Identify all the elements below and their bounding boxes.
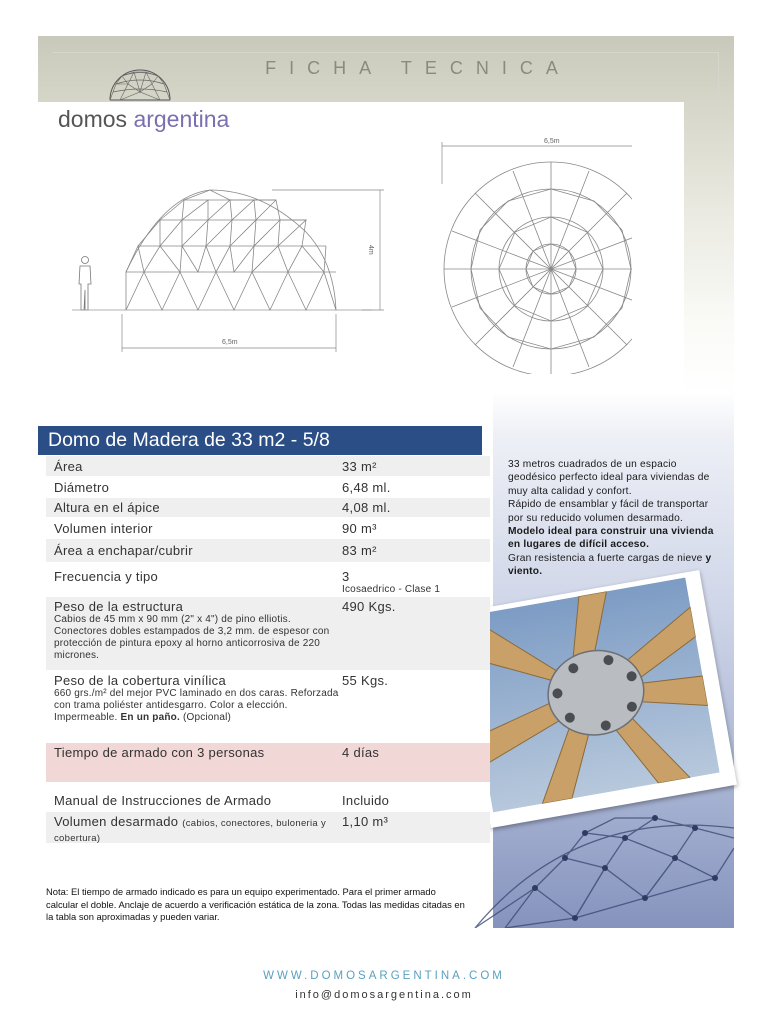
spec-row-structure xyxy=(46,597,490,671)
footnote: Nota: El tiempo de armado indicado es para un equipo experimentado. Para el primer armado calcular el doble. Anclaje de acuerdo a verificación estática de la zona. Todas las medidas citadas en la tabla son aproximadas y pueden variar. xyxy=(46,886,465,922)
product-title: Domo de Madera de 33 m2 - 5/8 xyxy=(38,426,482,455)
spec-row-cover-area xyxy=(46,539,490,563)
spec-label: Diámetro xyxy=(54,480,110,495)
dome-top-view xyxy=(444,162,632,374)
spec-value: 55 Kgs. xyxy=(342,673,389,688)
spec-value: 4 días xyxy=(342,745,380,760)
spec-value: 490 Kgs. xyxy=(342,599,396,614)
spec-value: 33 m² xyxy=(342,459,377,474)
spec-detail: Cabios de 45 mm x 90 mm (2" x 4") de pino elliotis. Conectores dobles estampados de 3,2 mm. de espesor con protección de pintura epoxy al horno anticorrosiva de 220 micrones. xyxy=(54,614,330,661)
website-link[interactable]: WWW.DOMOSARGENTINA.COM xyxy=(263,970,505,982)
spec-value: Incluido xyxy=(342,793,390,808)
spec-label: Área a enchapar/cubrir xyxy=(54,543,193,558)
spec-value-sub: Icosaedrico - Clase 1 xyxy=(342,584,441,595)
spec-row-packed xyxy=(46,812,490,844)
spec-row-volume xyxy=(46,518,490,539)
spec-label: Manual de Instrucciones de Armado xyxy=(54,793,272,808)
spec-value: 4,08 ml. xyxy=(342,500,391,515)
spec-table xyxy=(46,456,490,844)
spec-label: Altura en el ápice xyxy=(54,500,160,515)
decorative-dome-icon xyxy=(455,768,734,928)
description-p1: 33 metros cuadrados de un espacio geodésico perfecto ideal para viviendas de muy alta calidad y confort. xyxy=(508,459,710,497)
width-label: 6,5m xyxy=(222,339,238,346)
email-link[interactable]: info@domosargentina.com xyxy=(295,989,473,1001)
spec-row-area xyxy=(46,456,490,477)
spec-value: 3 xyxy=(342,569,350,584)
spec-row-assembly xyxy=(46,743,490,783)
spec-label: Volumen interior xyxy=(54,521,153,536)
description-p3: Modelo ideal para construir una vivienda en lugares de difícil acceso. xyxy=(508,526,714,551)
description-p2: Rápido de ensamblar y fácil de transportar por su reducido volumen desarmado. xyxy=(508,499,709,524)
spec-detail-text: 660 grs./m² del mejor PVC laminado en dos caras. Reforzada con trama poliéster antidesgarro. Color a elección. Impermeable. xyxy=(54,688,339,723)
spec-label-group xyxy=(46,673,342,742)
product-description xyxy=(508,458,722,579)
description-p4-text: Gran resistencia a fuerte cargas de nieve xyxy=(508,552,703,564)
spec-label: Peso de la cobertura vinílica xyxy=(54,673,227,688)
spec-row-cover xyxy=(46,671,490,743)
dome-elevation-drawing xyxy=(72,134,632,374)
spec-label-group xyxy=(46,599,342,670)
spec-row-manual xyxy=(46,783,490,812)
height-label: 4m xyxy=(367,245,374,255)
dome-side-view xyxy=(126,190,336,310)
width-dimension xyxy=(122,314,336,352)
spec-label: Volumen desarmado xyxy=(54,814,179,829)
spec-value: 6,48 ml. xyxy=(342,480,391,495)
spec-detail xyxy=(54,688,342,724)
top-width-label: 6,5m xyxy=(544,138,560,145)
spec-value-group xyxy=(342,569,490,596)
spec-row-diameter xyxy=(46,477,490,498)
dome-logo-icon xyxy=(106,54,174,104)
brand-logo xyxy=(58,106,229,133)
spec-label-small: (cabios, conectores, buloneria y cobertura) xyxy=(54,818,326,844)
spec-detail-bold: En un paño. xyxy=(120,712,180,723)
spec-label: Frecuencia y tipo xyxy=(54,569,159,584)
person-scale-icon xyxy=(79,257,91,311)
sheet-title: FICHA TECNICA xyxy=(265,58,571,78)
spec-label: Área xyxy=(54,459,83,474)
spec-row-height xyxy=(46,498,490,518)
spec-label: Tiempo de armado con 3 personas xyxy=(54,745,265,760)
brand-accent: argentina xyxy=(133,106,230,132)
spec-label-group xyxy=(46,814,342,843)
brand-main: domos xyxy=(58,106,128,132)
spec-detail-end: (Opcional) xyxy=(182,712,232,723)
spec-row-frequency xyxy=(46,563,490,597)
spec-value: 90 m³ xyxy=(342,521,377,536)
spec-value: 1,10 m³ xyxy=(342,814,389,829)
spec-value: 83 m² xyxy=(342,543,377,558)
description-p4-bold: y viento. xyxy=(508,552,712,578)
spec-label: Peso de la estructura xyxy=(54,599,184,614)
